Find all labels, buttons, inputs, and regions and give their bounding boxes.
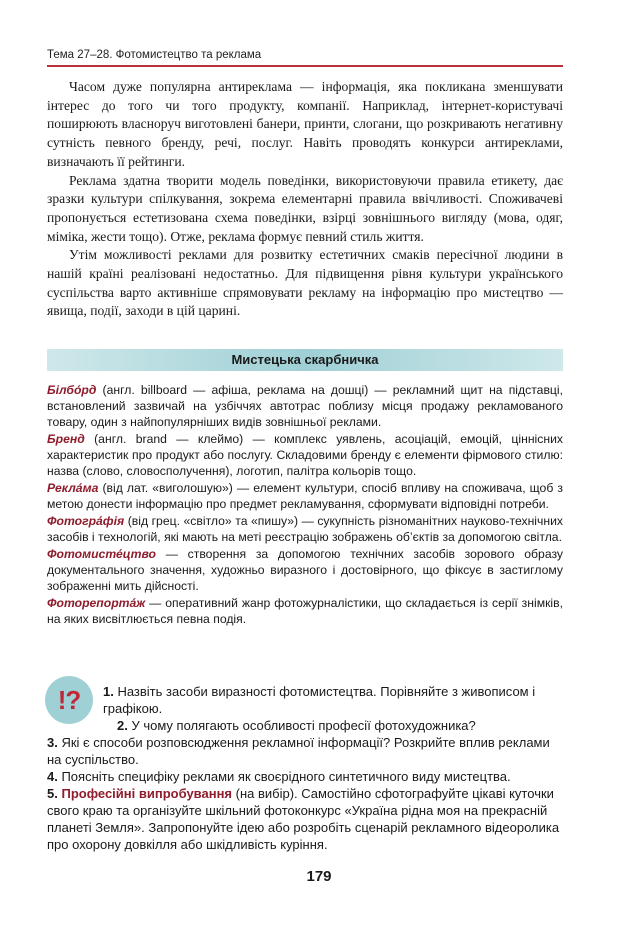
question-label: Професійні випробування: [61, 786, 233, 801]
glossary-entry: [47, 546, 563, 594]
question-item: [47, 768, 563, 785]
question-item: [47, 683, 563, 717]
glossary-title: Мистецька скарбничка: [47, 349, 563, 371]
question-number: 1.: [103, 684, 114, 699]
question-text: У чому полягають особливості професії фотохудожника?: [127, 718, 476, 733]
paragraph: Часом дуже популярна антиреклама — інформація, яка покликана зменшувати інтерес до того чи того продукту, компанії. Наприклад, інтернет-користувачі поширюють власноруч виготовлені банери, принти, слогани, що розкривають негативну сутність певного бренду, речі, послуг. Навіть проводять конкурси антиреклами, визначають її рейтинги.: [47, 79, 563, 169]
glossary-term: Бренд: [47, 432, 85, 446]
questions-list: [47, 683, 563, 853]
question-number: 2.: [117, 718, 128, 733]
question-item: [47, 734, 563, 768]
glossary-entry: [47, 431, 563, 479]
running-header: Тема 27–28. Фотомистецтво та реклама: [47, 49, 262, 61]
question-number: 4.: [47, 769, 58, 784]
glossary-entry: [47, 513, 563, 545]
main-text: [47, 78, 563, 321]
header-divider: [47, 65, 563, 67]
glossary-term: Фоторепорта́ж: [47, 596, 146, 610]
glossary-definition: (англ. brand — клеймо) — комплекс уявлень, асоціацій, емоцій, ціннісних характеристик про продукт або послугу. Складовими бренду є елементи фірмового стилю: назва (слово, словосполучення), логотип, палітра кольорів тощо.: [47, 432, 563, 478]
glossary-definition: (від грец. «світло» та «пишу») — сукупність різноманітних науково-технічних засобів і технологій, які мають на меті реєстрацію зображень об’єктів за допомогою світла.: [47, 514, 563, 544]
glossary-term: Фотогра́фія: [47, 514, 125, 528]
question-text: Назвіть засоби виразності фотомистецтва. Порівняйте з живописом і графікою.: [103, 684, 536, 716]
glossary-definition: — створення за допомогою технічних засобів зорового образу документального значення, художньо виразного і достовірного, що фіксує в застиглому зображенні мить дійсності.: [47, 547, 563, 593]
glossary-list: [47, 382, 563, 628]
glossary-term: Білбо́рд: [47, 383, 97, 397]
question-number: 3.: [47, 735, 58, 750]
paragraph: Утім можливості реклами для розвитку естетичних смаків пересічної людини в нашій країні реалізовані недостатньо. Для підвищення рівня культури українського суспільства варто активніше спрямовувати рекламу на інформацію про мистецтво — явища, події, заходи в цій царині.: [47, 247, 563, 319]
glossary-entry: [47, 480, 563, 512]
question-item: [47, 717, 563, 734]
paragraph: Реклама здатна творити модель поведінки, використовуючи правила етикету, дає зразки культури спілкування, зокрема елементарні правила ввічливості. Споживачеві пропонується естетизована схема поведінки, взірці зовнішнього вигляду (мова, одяг, міміка, жести тощо). Отже, реклама формує певний стиль життя.: [47, 172, 563, 244]
glossary-term: Фотомисте́цтво: [47, 547, 156, 561]
glossary-entry: [47, 595, 563, 627]
question-text: Поясніть специфіку реклами як своєрідного синтетичного виду мистецтва.: [57, 769, 511, 784]
glossary-definition: (англ. billboard — афіша, реклама на дошці) — рекламний щит на підставці, встановлений зазвичай на узбіччях автотрас поблизу місця продажу рекламованого товару, один з найпопулярніших видів зовнішньої реклами.: [47, 383, 563, 429]
question-text: (на вибір). Самостійно сфотографуйте цікаві куточки свого краю та організуйте шкільний фотоконкурс «Україна рідна моя на прекрасній планеті Земля». Запропонуйте ідею або розробіть сценарій рекламного відеоролика про охорону довкілля або шкідливість куріння.: [47, 786, 560, 852]
question-number: 5.: [47, 786, 58, 801]
glossary-definition: (від лат. «виголошую») — елемент культури, спосіб впливу на споживача, щоб з метою донести інформацію про предмет рекламування, сформувати відповідні потреби.: [47, 481, 563, 511]
glossary-definition: — оперативний жанр фотожурналістики, що складається із серії знімків, на яких висвітлюється певна подія.: [47, 596, 563, 626]
question-mark-icon: !?: [45, 676, 93, 724]
page-number: 179: [306, 868, 332, 885]
glossary-term: Рекла́ма: [47, 481, 99, 495]
question-item: [47, 785, 563, 853]
question-text: Які є способи розповсюдження рекламної інформації? Розкрийте вплив реклами на суспільство.: [47, 735, 550, 767]
glossary-entry: [47, 382, 563, 430]
